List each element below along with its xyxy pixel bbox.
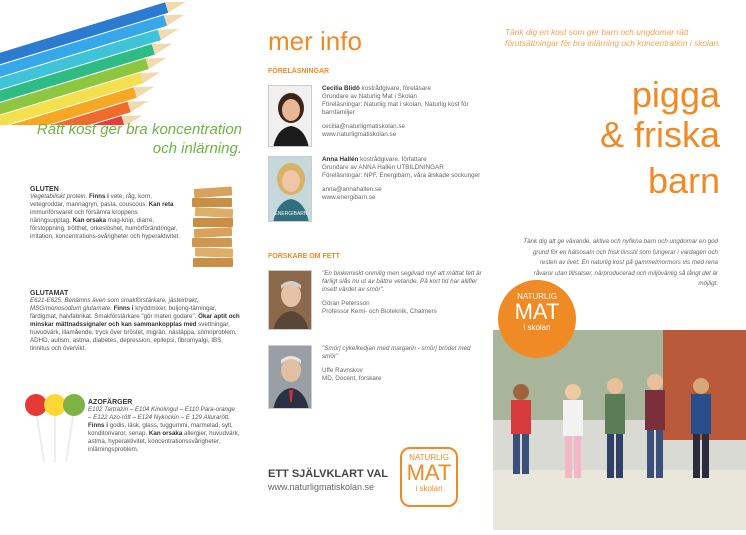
person-cecilia <box>268 85 488 149</box>
uffe-photo <box>268 345 312 409</box>
left-panel <box>0 0 250 535</box>
goran-photo <box>268 270 312 330</box>
anna-photo <box>268 156 312 222</box>
mer-info-heading: mer info <box>268 26 362 56</box>
title-pigga: pigga <box>631 74 720 115</box>
azofarger-kan-orsaka-text: allergier, huvudvärk, astma, hyperaktivitet, koncentrationssvårigheter, inlärningsproblem. <box>88 430 240 453</box>
azofarger-title: AZOFÄRGER <box>88 399 133 406</box>
right-intro: Tänk dig en kost som ger barn och ungdomar rätt förutsättningar för bra inlärning och koncentration i skolan. <box>505 27 721 48</box>
cecilia-name: Cecilia Blidö <box>322 85 360 92</box>
goran-title: Professor Kemi- och Bioteknik, Chalmers <box>322 308 437 315</box>
cecilia-line3: Föreläsningar: Naturlig mat i skolan, Naturlig kost för barnfamiljer <box>322 101 469 116</box>
gluten-finns-label: Finns i <box>88 193 109 200</box>
gluten-section <box>30 186 180 241</box>
title-barn: barn <box>647 160 720 201</box>
logo-right-top: NATURLIG <box>517 292 557 301</box>
gluten-kan-orsaka-text: mag-knip, diarré, förstoppning, trötthet, orkeslöshet, humörförändringar, irritation, koncentrations-svårigheter och hyperaktivitet. <box>30 217 180 240</box>
naturlig-mat-logo-middle <box>400 447 458 507</box>
glutamat-title: GLUTAMAT <box>30 290 69 297</box>
cecilia-photo <box>268 85 312 147</box>
glutamat-okar-label: Ökar aptit och minskar mättnadssignaler och kan sammankopplas med <box>30 313 240 328</box>
researcher-uffe <box>268 345 488 411</box>
cecilia-line2: Grundare av Naturlig Mat i Skolan <box>322 93 417 100</box>
gluten-desc: Vegetabiliskt protein. <box>30 193 88 200</box>
naturlig-mat-logo-right <box>498 280 576 358</box>
anna-photo-caption: ENERGIBARN <box>274 211 308 217</box>
azofarger-finns-text: godis, läsk, glass, tuggummi, marmelad, sylt, konditorivaror, senap. <box>88 422 233 437</box>
anna-line3: Föreläsningar: NPF, Energibarn, våra älskade sockunger <box>322 172 481 179</box>
researcher-goran <box>268 270 488 332</box>
forelasningar-title: FÖRELÄSNINGAR <box>268 68 330 75</box>
logo-right-bottom: i skolan <box>523 323 551 332</box>
cta-url[interactable]: www.naturligmatiskolan.se <box>268 482 375 492</box>
anna-line2: Grundare av ANNA Hallén UTBILDNINGAR <box>322 164 444 171</box>
gluten-finns-text: vete, råg, korn, vetegroddar, mannagryn, pasta, couscous. <box>30 193 152 208</box>
anna-email[interactable]: anna@annahallen.se <box>322 186 382 193</box>
glutamat-section <box>30 290 240 353</box>
logo-middle-top: NATURLIG <box>409 453 449 462</box>
anna-name: Anna Hallén <box>322 156 359 163</box>
lollipops-image <box>22 392 86 464</box>
glutamat-finns-text: kryddmixer, buljong-tärningar, färdigmat, halvfabrikat. Smakförstärkare "gör maten godare". <box>30 305 217 320</box>
crispbread-image <box>190 186 238 268</box>
gluten-kan-reta-label: Kan reta <box>148 201 174 208</box>
goran-name: Göran Petersson <box>322 300 370 307</box>
right-body-text: Tänk dig att ge växande, aktiva och nyfikna barn och ungdomar en god grund för en hälsosam och frisk livsstil som fungerar i vardagen och resten av livet. En naturlig kost på gammelmormors vis med rena råvaror utan tillsatser, närproducerad och miljövänlig så långt det är möjligt. <box>523 238 718 287</box>
azofarger-kan-orsaka-label: Kan orsaka <box>148 430 183 437</box>
children-running-photo <box>493 330 746 530</box>
goran-quote: "En biokemiskt onmilig men segilvad myt att mättat fett är farligt slås nu ut av bättre vetande. På kort tid har allifler insett värdet av smör". <box>322 270 482 293</box>
title-friska: & friska <box>599 114 720 155</box>
gluten-kan-orsaka-label: Kan orsaka <box>72 217 107 224</box>
logo-middle-bottom: i skolan <box>415 484 443 493</box>
uffe-title: MD, Docent, forskare <box>322 375 382 382</box>
uffe-name: Uffe Ravnskov <box>322 367 363 374</box>
logo-right-mid: MAT <box>514 299 560 324</box>
cecilia-email[interactable]: cecilia@naturligmatiskolan.se <box>322 123 406 130</box>
person-anna <box>268 156 488 226</box>
cta-title: ETT SJÄLVKLART VAL <box>268 468 388 480</box>
gluten-title: GLUTEN <box>30 186 59 193</box>
anna-role: kostrådgivare, författare <box>360 156 427 163</box>
colored-pencils-illustration <box>0 0 250 125</box>
glutamat-desc: E621-E625. Benämns även som smakförstärkare, jästextrakt, MSG/monosodium glutamate. <box>30 297 199 312</box>
azofarger-desc: E102 Tartrazin – E104 Kinolingul – E110 Para-orange – E122 Azo-rött – E124 Nykockin – E 129 Allurarött. <box>88 406 235 421</box>
forskare-title: FORSKARE OM FETT <box>268 253 340 260</box>
cecilia-web[interactable]: www.naturligmatiskolan.se <box>322 131 397 138</box>
anna-web[interactable]: www.energibarn.se <box>322 194 376 201</box>
uffe-quote: "Smörj cykelkedjan med margarin - smörj brödet med smör" <box>322 345 471 360</box>
cecilia-role: kostrådgivare, föreläsare <box>361 85 431 92</box>
logo-middle-mid: MAT <box>406 460 452 485</box>
left-tagline: Rätt kost ger bra koncentration och inlärning. <box>36 121 242 157</box>
gluten-kan-reta-text: immunförsvaret och försämra kroppens näringsupptag. <box>30 209 138 224</box>
azofarger-section <box>88 399 240 454</box>
glutamat-okar-text: svettningar, huvudvärk, illamående, tryck över bröstet, migrän, nästäppa, sömnproblem, ADHD, autism, astma, diabetes, depression, epilepsi, fibromyalgi, IBS, tinnitus och övervikt. <box>30 321 237 352</box>
glutamat-finns-label: Finns i <box>113 305 134 312</box>
azofarger-finns-label: Finns i <box>88 422 108 429</box>
